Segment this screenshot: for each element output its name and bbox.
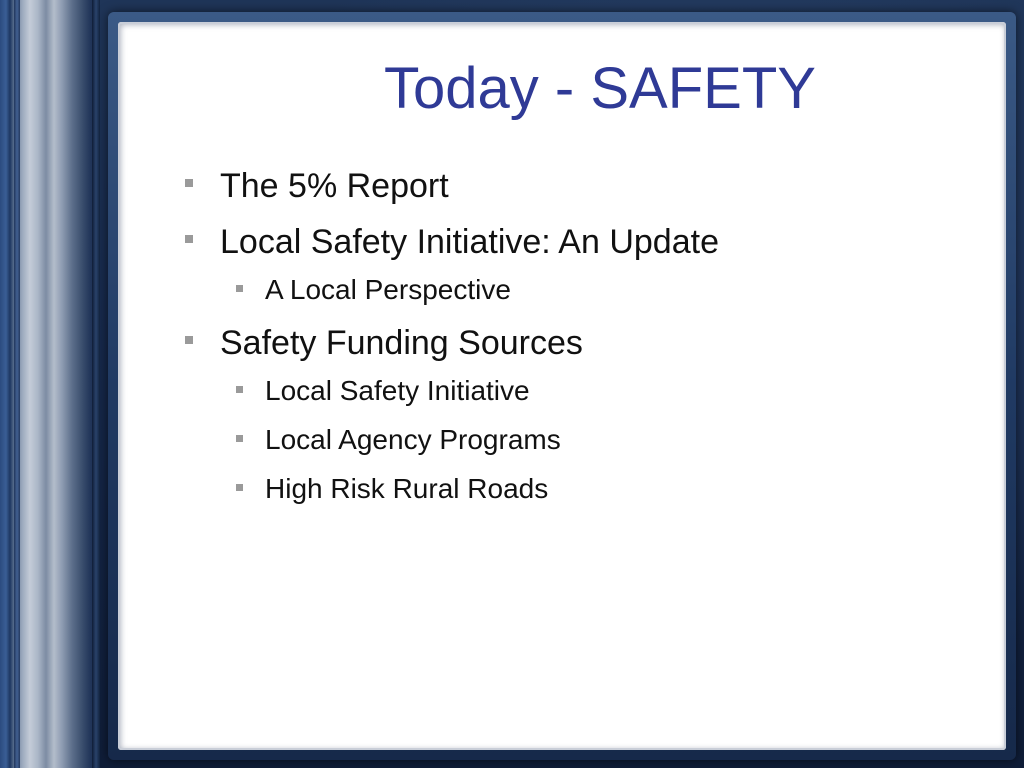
bullet-item — [180, 219, 740, 309]
square-bullet-icon — [236, 386, 243, 393]
square-bullet-icon — [185, 336, 193, 344]
sub-bullet-text: Local Safety Initiative — [265, 375, 530, 406]
left-decorative-bar — [0, 0, 100, 768]
left-bar-stripe — [14, 0, 20, 768]
square-bullet-icon — [236, 484, 243, 491]
bullet-text: Safety Funding Sources — [220, 324, 583, 362]
left-bar-edge — [92, 0, 100, 768]
square-bullet-icon — [236, 435, 243, 442]
sub-bullet-list — [220, 271, 740, 309]
bullet-list — [180, 163, 740, 519]
bullet-item — [180, 320, 740, 508]
sub-bullet-text: High Risk Rural Roads — [265, 473, 549, 504]
slide-title: Today - SAFETY — [384, 56, 816, 121]
sub-bullet-item — [220, 421, 740, 459]
square-bullet-icon — [185, 235, 193, 243]
square-bullet-icon — [185, 179, 193, 187]
sub-bullet-item — [220, 470, 740, 508]
square-bullet-icon — [236, 285, 243, 292]
bullet-text: The 5% Report — [220, 167, 449, 205]
bullet-text: Local Safety Initiative: An Update — [220, 223, 719, 261]
sub-bullet-text: A Local Perspective — [265, 274, 511, 305]
sub-bullet-text: Local Agency Programs — [265, 424, 561, 455]
bullet-item — [180, 163, 740, 209]
sub-bullet-item — [220, 271, 740, 309]
sub-bullet-item — [220, 372, 740, 410]
sub-bullet-list — [220, 372, 740, 508]
